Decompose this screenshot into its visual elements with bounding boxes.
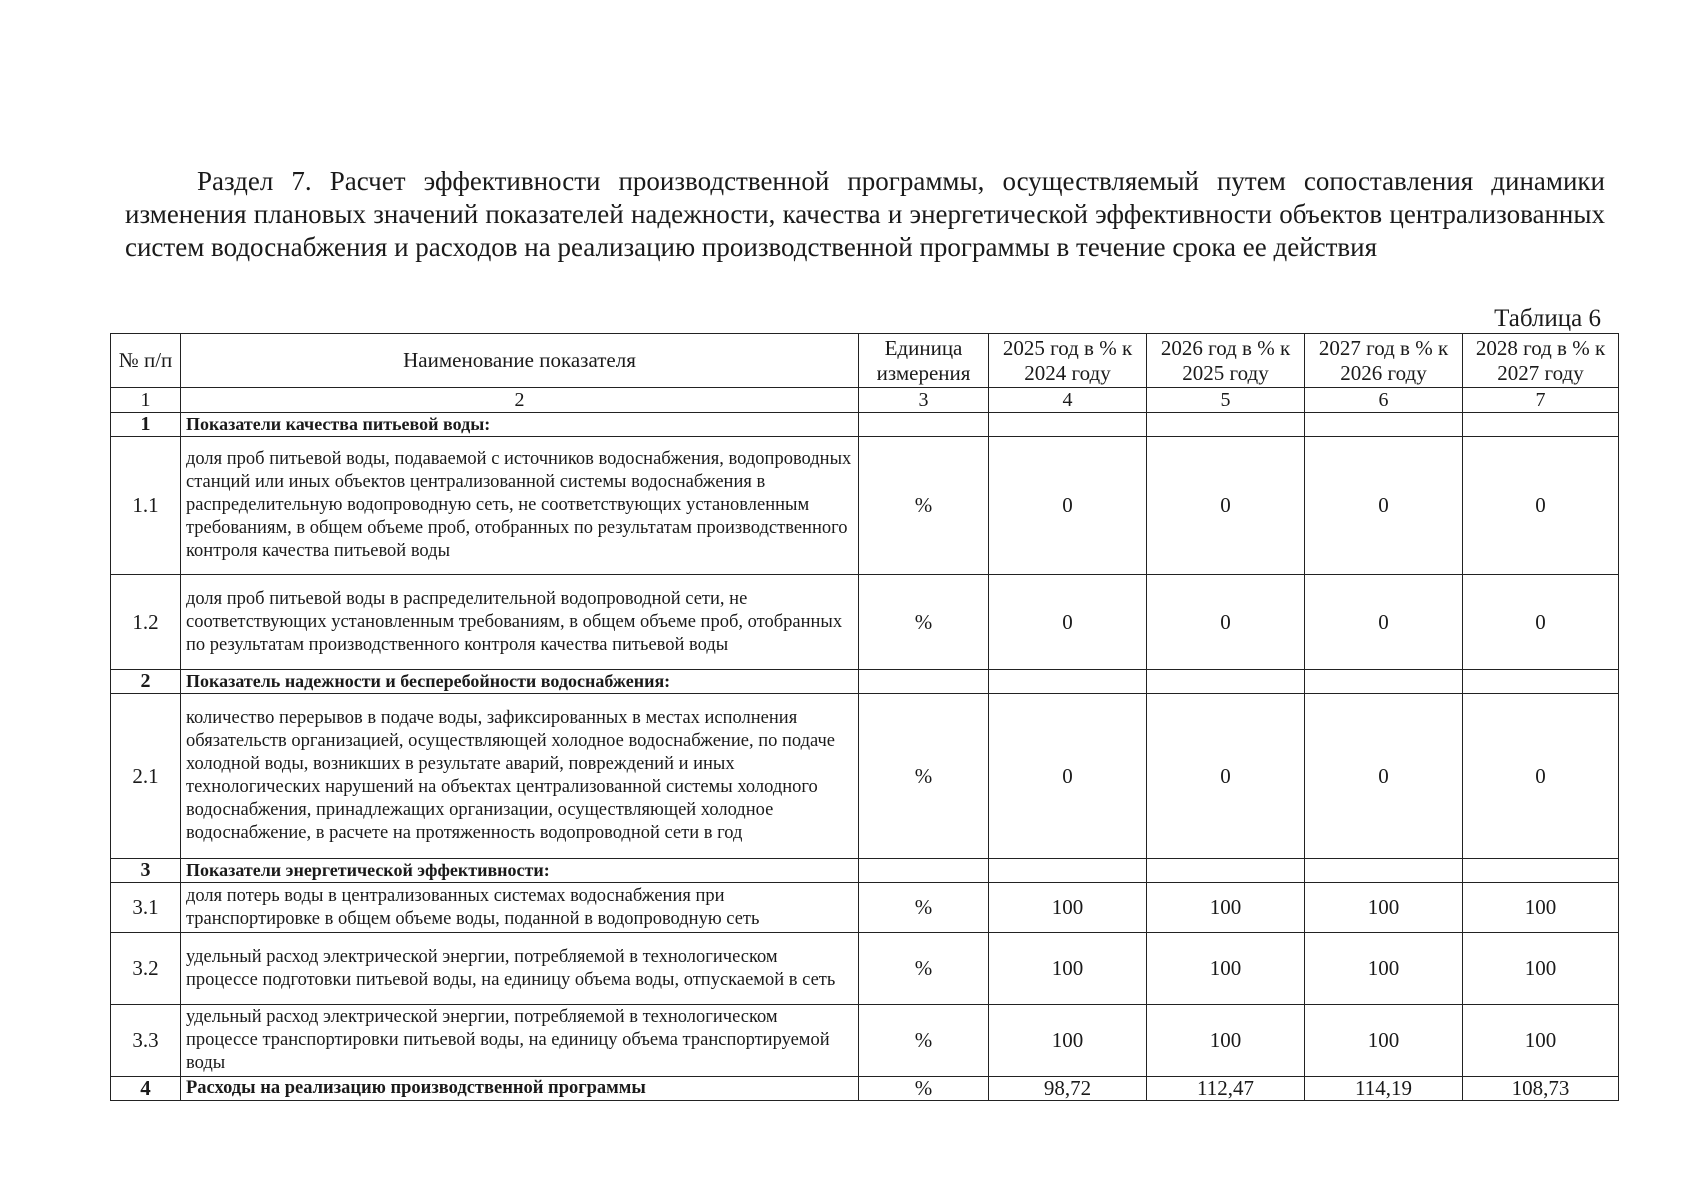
row-unit: % xyxy=(859,575,989,670)
row-number: 2 xyxy=(111,670,181,694)
row-unit: % xyxy=(859,883,989,933)
section-row xyxy=(111,859,1619,883)
row-unit: % xyxy=(859,1005,989,1077)
header-2027: 2027 год в % к 2026 году xyxy=(1305,334,1463,388)
row-value-2027: 0 xyxy=(1305,575,1463,670)
row-value-2027: 100 xyxy=(1305,933,1463,1005)
row-number: 2.1 xyxy=(111,694,181,859)
row-value-2028: 0 xyxy=(1463,575,1619,670)
row-value-2027: 0 xyxy=(1305,694,1463,859)
row-value-2028: 100 xyxy=(1463,1005,1619,1077)
row-unit xyxy=(859,859,989,883)
row-value-2028: 100 xyxy=(1463,883,1619,933)
header-unit: Единица измерения xyxy=(859,334,989,388)
column-number: 1 xyxy=(111,388,181,413)
row-number: 1 xyxy=(111,413,181,437)
indicator-name: Расходы на реализацию производственной программы xyxy=(181,1077,859,1101)
header-2025: 2025 год в % к 2024 году xyxy=(989,334,1147,388)
row-number: 1.1 xyxy=(111,437,181,575)
row-value-2027: 0 xyxy=(1305,437,1463,575)
row-value-2026 xyxy=(1147,670,1305,694)
row-number: 3.3 xyxy=(111,1005,181,1077)
section-title: Показатели энергетической эффективности: xyxy=(181,859,859,883)
row-value-2025 xyxy=(989,413,1147,437)
row-unit: % xyxy=(859,1077,989,1101)
row-value-2028: 0 xyxy=(1463,694,1619,859)
indicator-name: количество перерывов в подаче воды, зафиксированных в местах исполнения обязательств организацией, осуществляющей холодное водоснабжение, по подаче холодной воды, возникших в результате аварий, повреждений и иных технологических нарушений на объектах централизованной системы холодного водоснабжения, принадлежащих организации, осуществляющей холодное водоснабжение, в расчете на протяженность водопроводной сети в год xyxy=(181,694,859,859)
indicator-name: доля проб питьевой воды в распределительной водопроводной сети, не соответствующих установленным требованиям, в общем объеме проб, отобранных по результатам производственного контроля качества питьевой воды xyxy=(181,575,859,670)
row-value-2025: 100 xyxy=(989,883,1147,933)
row-value-2026: 112,47 xyxy=(1147,1077,1305,1101)
row-value-2028: 108,73 xyxy=(1463,1077,1619,1101)
row-unit: % xyxy=(859,437,989,575)
row-value-2025: 100 xyxy=(989,933,1147,1005)
indicator-name: удельный расход электрической энергии, потребляемой в технологическом процессе подготовки питьевой воды, на единицу объема воды, отпускаемой в сеть xyxy=(181,933,859,1005)
row-number: 1.2 xyxy=(111,575,181,670)
row-value-2025 xyxy=(989,859,1147,883)
row-value-2026 xyxy=(1147,413,1305,437)
indicator-name: доля потерь воды в централизованных системах водоснабжения при транспортировке в общем объеме воды, поданной в водопроводную сеть xyxy=(181,883,859,933)
header-name: Наименование показателя xyxy=(181,334,859,388)
row-number: 3.1 xyxy=(111,883,181,933)
indicator-name: удельный расход электрической энергии, потребляемой в технологическом процессе транспортировки питьевой воды, на единицу объема транспортируемой воды xyxy=(181,1005,859,1077)
row-unit: % xyxy=(859,933,989,1005)
row-number: 3.2 xyxy=(111,933,181,1005)
row-value-2027: 100 xyxy=(1305,1005,1463,1077)
header-2026: 2026 год в % к 2025 году xyxy=(1147,334,1305,388)
row-value-2026: 100 xyxy=(1147,1005,1305,1077)
table-row xyxy=(111,1005,1619,1077)
row-value-2026: 100 xyxy=(1147,933,1305,1005)
row-unit: % xyxy=(859,694,989,859)
row-value-2027 xyxy=(1305,413,1463,437)
column-number: 6 xyxy=(1305,388,1463,413)
table-header-row xyxy=(111,334,1619,388)
row-value-2025: 0 xyxy=(989,694,1147,859)
row-value-2028: 100 xyxy=(1463,933,1619,1005)
row-value-2027 xyxy=(1305,670,1463,694)
indicator-name: доля проб питьевой воды, подаваемой с источников водоснабжения, водопроводных станций или иных объектов централизованной системы водоснабжения в распределительную водопроводную сеть, не соответствующих установленным требованиям, в общем объеме проб, отобранных по результатам производственного контроля качества питьевой воды xyxy=(181,437,859,575)
table-row xyxy=(111,575,1619,670)
section-row xyxy=(111,413,1619,437)
column-number: 3 xyxy=(859,388,989,413)
section-row xyxy=(111,670,1619,694)
table-row xyxy=(111,694,1619,859)
row-value-2026 xyxy=(1147,859,1305,883)
section-title: Показатели качества питьевой воды: xyxy=(181,413,859,437)
row-unit xyxy=(859,670,989,694)
row-value-2027 xyxy=(1305,859,1463,883)
indicators-table xyxy=(110,333,1619,1101)
row-value-2026: 0 xyxy=(1147,694,1305,859)
row-value-2028 xyxy=(1463,413,1619,437)
column-number: 7 xyxy=(1463,388,1619,413)
section-heading: Раздел 7. Расчет эффективности производственной программы, осуществляемый путем сопоставления динамики изменения плановых значений показателей надежности, качества и энергетической эффективности объектов централизованных систем водоснабжения и расходов на реализацию производственной программы в течение срока ее действия xyxy=(125,166,1605,262)
header-2028: 2028 год в % к 2027 году xyxy=(1463,334,1619,388)
column-number: 5 xyxy=(1147,388,1305,413)
table-caption: Таблица 6 xyxy=(1494,305,1601,332)
row-number: 4 xyxy=(111,1077,181,1101)
row-value-2026: 0 xyxy=(1147,437,1305,575)
table-row xyxy=(111,933,1619,1005)
table-row xyxy=(111,883,1619,933)
row-value-2025: 0 xyxy=(989,437,1147,575)
row-unit xyxy=(859,413,989,437)
row-value-2025: 0 xyxy=(989,575,1147,670)
total-row xyxy=(111,1077,1619,1101)
row-value-2025 xyxy=(989,670,1147,694)
section-title: Показатель надежности и бесперебойности водоснабжения: xyxy=(181,670,859,694)
row-value-2026: 0 xyxy=(1147,575,1305,670)
row-value-2027: 100 xyxy=(1305,883,1463,933)
header-num: № п/п xyxy=(111,334,181,388)
row-value-2025: 100 xyxy=(989,1005,1147,1077)
column-numbers-row xyxy=(111,388,1619,413)
row-value-2026: 100 xyxy=(1147,883,1305,933)
column-number: 2 xyxy=(181,388,859,413)
row-value-2025: 98,72 xyxy=(989,1077,1147,1101)
row-value-2028: 0 xyxy=(1463,437,1619,575)
row-value-2027: 114,19 xyxy=(1305,1077,1463,1101)
row-number: 3 xyxy=(111,859,181,883)
table-row xyxy=(111,437,1619,575)
row-value-2028 xyxy=(1463,859,1619,883)
row-value-2028 xyxy=(1463,670,1619,694)
column-number: 4 xyxy=(989,388,1147,413)
